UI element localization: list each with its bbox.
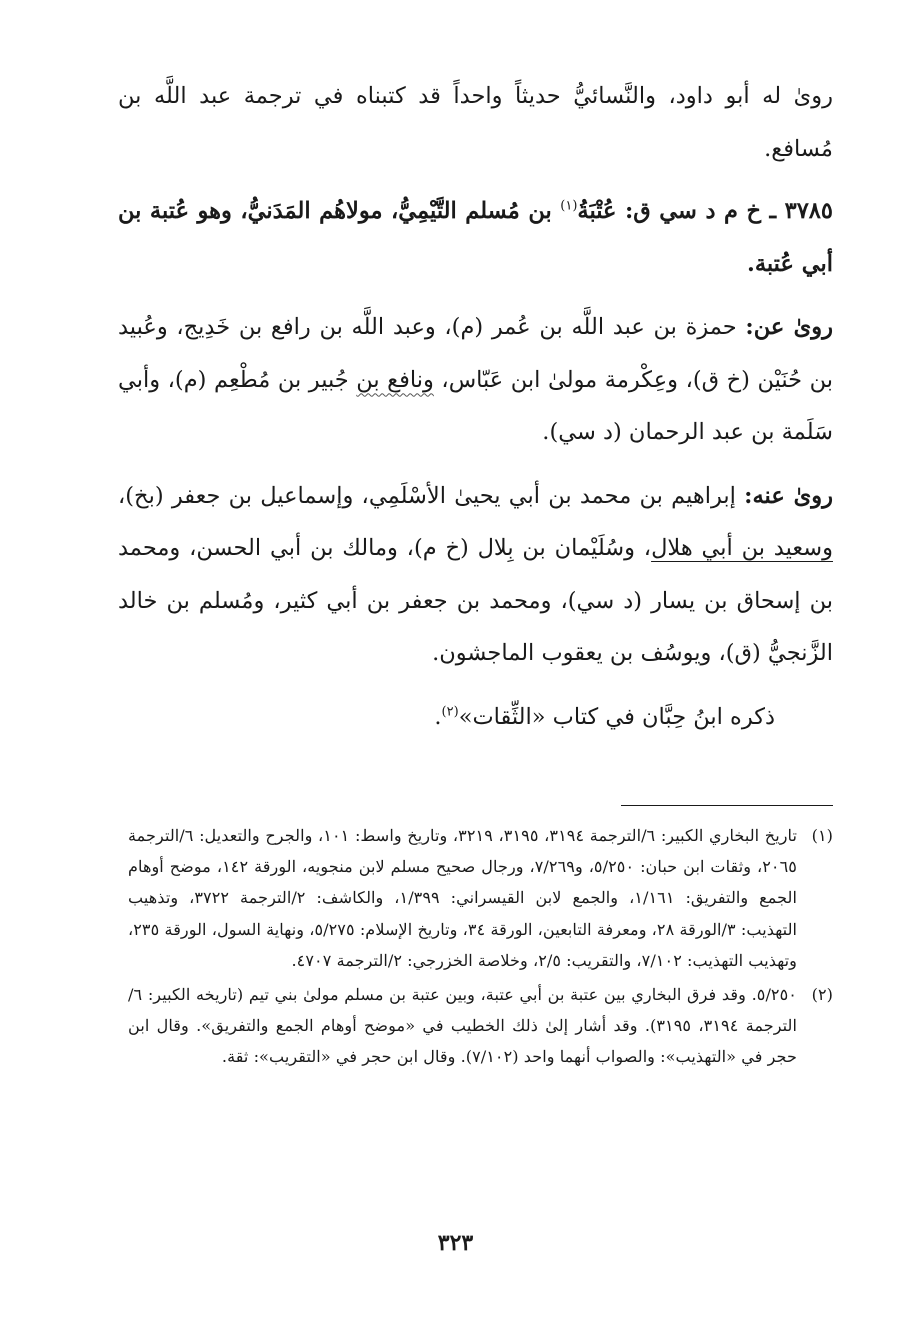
entry-number-and-name: ٣٧٨٥ ـ خ م د سي ق: عُتْبَةُ bbox=[577, 198, 833, 224]
footnote-ref-1[interactable]: (١) bbox=[560, 198, 578, 214]
narrated-by-text-2: ، وسُلَيْمان بن بِلال (خ م)، ومالك بن أبي الحسن، ومحمد بن إسحاق بن يسار (د سي)، ومحمد بن جعفر بن أبي كثير، ومُسلم بن خالد الزَّنجيُّ (ق)، ويوسُف بن يعقوب الماجشون. bbox=[118, 535, 833, 666]
narrated-by-text-1: إبراهيم بن محمد بن أبي يحيىٰ الأسْلَمِي، وإسماعيل بن جعفر (بخ)، bbox=[118, 482, 745, 509]
narrated-by-underlined: وسعيد بن أبي هلال bbox=[651, 535, 833, 561]
paragraph-intro bbox=[118, 70, 833, 175]
entry-heading bbox=[118, 185, 833, 290]
page-number: ٣٢٣ bbox=[437, 1230, 474, 1256]
narrated-from-text-1: حمزة بن عبد اللَّه بن عُمر (م)، وعبد اللَّه بن رافع بن خَدِيج، وعُبيد بن حُنَيْن (خ ق)، وعِكْرمة مولىٰ ابن عَبّاس، bbox=[118, 314, 833, 393]
footnotes-section bbox=[128, 820, 833, 1076]
narrated-from-text-2: جُبير بن مُطْعِم (م)، وأبي سَلَمة بن عبد الرحمان (د سي). bbox=[118, 366, 833, 445]
footnote-1 bbox=[128, 820, 833, 976]
narrated-by-label: روىٰ عنه: bbox=[744, 482, 833, 509]
main-text bbox=[118, 70, 833, 754]
narrated-from-paragraph bbox=[118, 301, 833, 459]
footnote-2 bbox=[128, 979, 833, 1073]
footnote-2-number: (٢) bbox=[811, 985, 833, 1005]
narrated-by-paragraph bbox=[118, 470, 833, 680]
narrated-from-underlined: ونافع بن bbox=[356, 366, 434, 393]
thiqat-end: . bbox=[434, 703, 442, 730]
footnote-1-text: تاريخ البخاري الكبير: ٦/الترجمة ٣١٩٤، ٣١٩٥، ٣٢١٩، وتاريخ واسط: ١٠١، والجرح والتعديل: ٦/الترجمة ٢٠٦٥، وثقات ابن حبان: ٥/٢٥٠، و٧/٢٦٩، ورجال صحيح مسلم لابن منجويه، الورقة ١٤٢، موضح أوهام الجمع والتفريق: ١/١٦١، والجمع لابن القيسراني: ١/٣٩٩، والكاشف: ٢/الترجمة ٣٧٢٢، وتذهيب التهذيب: ٣/الورقة ٢٨، ومعرفة التابعين، الورقة ٣٤، وتاريخ الإسلام: ٥/٢٧٥، ونهاية السول، الورقة ٢٣٥، وتهذيب التهذيب: ٧/١٠٢، والتقريب: ٢/٥، وخلاصة الخزرجي: ٢/الترجمة ٤٧٠٧. bbox=[128, 826, 797, 970]
footnote-ref-2[interactable]: (٢) bbox=[441, 704, 459, 719]
footnote-2-text: ٥/٢٥٠. وقد فرق البخاري بين عتبة بن أبي عتبة، وبين عتبة بن مسلم مولىٰ بني تيم (تاريخه الكبير: ٦/الترجمة ٣١٩٤، ٣١٩٥). وقد أشار إلىٰ ذلك الخطيب في «موضح أوهام الجمع والتفريق». وقال ابن حجر في «التهذيب»: والصواب أنهما واحد (٧/١٠٢). وقال ابن حجر في «التقريب»: ثقة. bbox=[128, 985, 797, 1067]
narrated-from-label: روىٰ عن: bbox=[745, 314, 833, 340]
footnote-1-number: (١) bbox=[811, 826, 833, 845]
thiqat-paragraph bbox=[118, 691, 833, 744]
paragraph-intro-text: روىٰ له أبو داود، والنَّسائيُّ حديثاً واحداً قد كتبناه في ترجمة عبد اللَّه بن مُسافع. bbox=[118, 83, 833, 162]
thiqat-text: ذكره ابنُ حِبَّان في كتاب «الثِّقات» bbox=[458, 703, 775, 730]
footnote-divider bbox=[621, 805, 833, 806]
entry-name-rest: بن مُسلم التَّيْمِيُّ، مولاهُم المَدَنيُّ، وهو عُتبة بن أبي عُتبة. bbox=[118, 198, 833, 277]
